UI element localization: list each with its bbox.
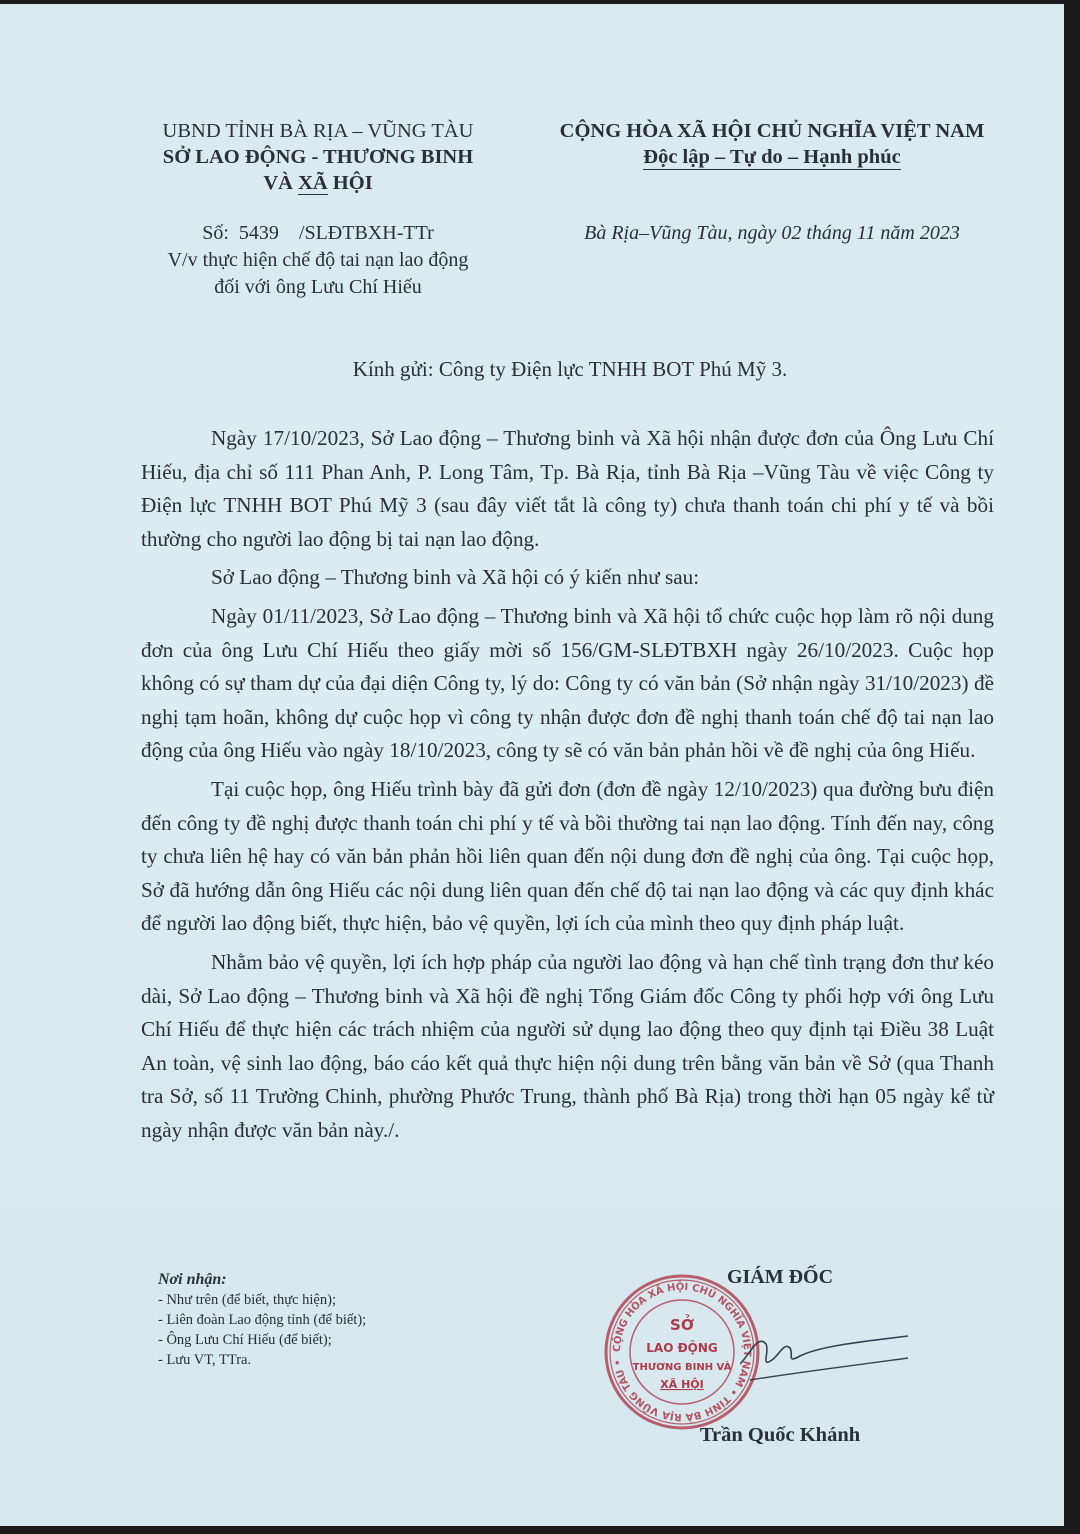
dept-suffix: HỘI [327,172,373,194]
document-page [0,4,1064,1526]
dept-prefix: VÀ [263,172,299,194]
handwritten-signature-icon [740,1324,910,1384]
stamp-outer-text: CỘNG HÒA XÃ HỘI CHỦ NGHĨA VIỆT NAM • TỈNH BÀ RỊA VŨNG TÀU • [611,1281,753,1423]
department-name: SỞ LAO ĐỘNG - THƯƠNG BINH [162,146,474,168]
signer-title: GIÁM ĐỐC [726,1266,834,1288]
paragraph: Ngày 17/10/2023, Sở Lao động – Thương binh và Xã hội nhận được đơn của Ông Lưu Chí Hiếu, địa chỉ số 111 Phan Anh, P. Long Tâm, Tp. Bà Rịa, tỉnh Bà Rịa –Vũng Tàu về việc Công ty Điện lực TNHH BOT Phú Mỹ 3 (sau đây viết tắt là công ty) chưa thanh toán chi phí y tế và bồi thường cho người lao động bị tai nạn lao động. [141,426,994,551]
recipients-title: Nơi nhận: [158,1271,227,1288]
document-number: Số: 5439 /SLĐTBXH-TTr [202,222,434,244]
issuing-agency-header [118,118,518,196]
stamp-line-4: XÃ HỘI [660,1378,704,1391]
national-header [534,118,1010,170]
national-motto: Độc lập – Tự do – Hạnh phúc [643,146,901,168]
paragraph: Sở Lao động – Thương binh và Xã hội có ý kiến như sau: [211,565,700,590]
letter-body [141,422,994,1152]
place-date: Bà Rịa–Vũng Tàu, ngày 02 tháng 11 năm 2023 [584,222,960,244]
country-name: CỘNG HÒA XÃ HỘI CHỦ NGHĨA VIỆT NAM [559,120,985,142]
paragraph: Nhằm bảo vệ quyền, lợi ích hợp pháp của người lao động và hạn chế tình trạng đơn thư kéo dài, Sở Lao động – Thương binh và Xã hội đề nghị Tổng Giám đốc Công ty phối hợp với ông Lưu Chí Hiếu để thực hiện các trách nhiệm của người sử dụng lao động theo quy định tại Điều 38 Luật An toàn, vệ sinh lao động, báo cáo kết quả thực hiện nội dung trên bằng văn bản về Sở (qua Thanh tra Sở, số 11 Trường Chinh, phường Phước Trung, thành phố Bà Rịa) trong thời hạn 05 ngày kể từ ngày nhận được văn bản này./. [141,949,994,1142]
salutation: Kính gửi: Công ty Điện lực TNHH BOT Phú Mỹ 3. [352,357,788,381]
stamp-line-2: LAO ĐỘNG [646,1341,718,1355]
paragraph: Tại cuộc họp, ông Hiếu trình bày đã gửi đơn (đơn đề ngày 12/10/2023) qua đường bưu điện đến công ty đề nghị được thanh toán chi phí y tế và bồi thường tai nạn lao động. Tính đến nay, công ty chưa liên hệ hay có văn bản phản hồi liên quan đến nội dung đơn đề nghị của ông. Tại cuộc họp, Sở đã hướng dẫn ông Hiếu các nội dung liên quan đến chế độ tai nạn lao động và các quy định khác để người lao động biết, thực hiện, bảo vệ quyền, lợi ích của mình theo quy định pháp luật. [141,776,994,936]
official-stamp-icon [602,1272,762,1432]
stamp-line-1: SỞ [670,1316,694,1334]
recipient-item: - Ông Lưu Chí Hiếu (để biết); [158,1332,332,1348]
document-reference [118,220,518,301]
recipient-item: - Liên đoàn Lao động tỉnh (để biết); [158,1312,367,1328]
subject-line-1: V/v thực hiện chế độ tai nạn lao động [167,249,469,271]
recipient-item: - Như trên (để biết, thực hiện); [158,1292,336,1308]
subject-line-2: đối với ông Lưu Chí Hiếu [214,276,422,298]
dept-underlined: XÃ [298,172,328,194]
signer-name: Trần Quốc Khánh [699,1424,861,1446]
paragraph: Ngày 01/11/2023, Sở Lao động – Thương binh và Xã hội tổ chức cuộc họp làm rõ nội dung đơn của ông Lưu Chí Hiếu theo giấy mời số 156/GM-SLĐTBXH ngày 26/10/2023. Cuộc họp không có sự tham dự của đại diện Công ty, lý do: Công ty có văn bản (Sở nhận ngày 31/10/2023) đề nghị tạm hoãn, không dự cuộc họp vì công ty nhận được đơn đề nghị thanh toán chế độ tai nạn lao động của ông Hiếu vào ngày 18/10/2023, công ty sẽ có văn bản phản hồi về đề nghị của ông Hiếu. [141,603,994,763]
stamp-line-3: THƯƠNG BINH VÀ [632,1362,732,1373]
department-name-cont [118,170,518,196]
recipient-item: - Lưu VT, TTra. [158,1352,252,1368]
province-committee: UBND TỈNH BÀ RỊA – VŨNG TÀU [162,120,474,142]
recipients-block [158,1270,478,1370]
